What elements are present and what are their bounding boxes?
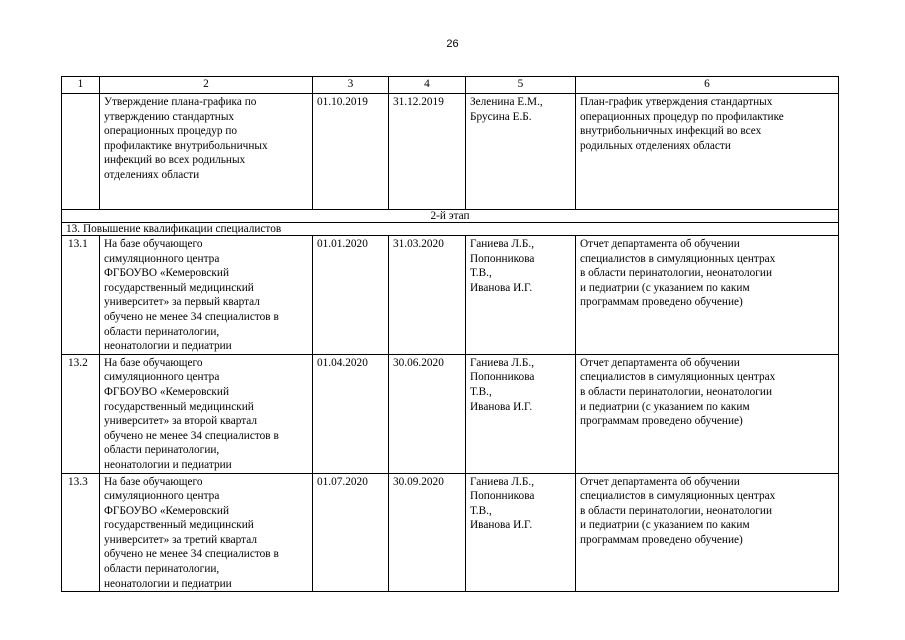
responsible-cell: Ганиева Л.Б., Попонникова Т.В., Иванова И.Г. bbox=[466, 473, 576, 592]
start-date-cell: 01.04.2020 bbox=[313, 354, 389, 473]
responsible-cell: Зеленина Е.М., Брусина Е.Б. bbox=[466, 94, 576, 210]
header-row bbox=[62, 77, 839, 94]
responsible-cell: Ганиева Л.Б., Попонникова Т.В., Иванова И.Г. bbox=[466, 354, 576, 473]
table-row bbox=[62, 236, 839, 355]
header-cell: 1 bbox=[62, 77, 100, 94]
plan-table bbox=[61, 76, 839, 592]
table-row bbox=[62, 473, 839, 592]
result-cell: План-график утверждения стандартных операционных процедур по профилактике внутрибольничных инфекций во всех родильных отделениях области bbox=[576, 94, 839, 210]
table-row bbox=[62, 94, 839, 210]
end-date-cell: 30.09.2020 bbox=[389, 473, 466, 592]
result-cell: Отчет департамента об обучении специалистов в симуляционных центрах в области перинатологии, неонатологии и педиатрии (с указанием по каким программам проведено обучение) bbox=[576, 473, 839, 592]
result-cell: Отчет департамента об обучении специалистов в симуляционных центрах в области перинатологии, неонатологии и педиатрии (с указанием по каким программам проведено обучение) bbox=[576, 236, 839, 355]
header-cell: 2 bbox=[100, 77, 313, 94]
start-date-cell: 01.07.2020 bbox=[313, 473, 389, 592]
section-label: 13. Повышение квалификации специалистов bbox=[62, 223, 839, 236]
page-number: 26 bbox=[446, 38, 459, 50]
row-number: 13.3 bbox=[62, 473, 100, 592]
table-row bbox=[62, 354, 839, 473]
stage-label: 2-й этап bbox=[62, 210, 839, 223]
result-cell: Отчет департамента об обучении специалистов в симуляционных центрах в области перинатологии, неонатологии и педиатрии (с указанием по каким программам проведено обучение) bbox=[576, 354, 839, 473]
header-cell: 6 bbox=[576, 77, 839, 94]
start-date-cell: 01.10.2019 bbox=[313, 94, 389, 210]
row-number: 13.2 bbox=[62, 354, 100, 473]
section-row bbox=[62, 223, 839, 236]
end-date-cell: 30.06.2020 bbox=[389, 354, 466, 473]
header-cell: 4 bbox=[389, 77, 466, 94]
task-cell: Утверждение плана-графика по утверждению стандартных операционных процедур по профилактике внутрибольничных инфекций во всех родильных отделениях области bbox=[100, 94, 313, 210]
start-date-cell: 01.01.2020 bbox=[313, 236, 389, 355]
task-cell: На базе обучающего симуляционного центра ФГБОУВО «Кемеровский государственный медицинский университет» за первый квартал обучено не менее 34 специалистов в области перинатологии, неонатологии и педиатрии bbox=[100, 236, 313, 355]
end-date-cell: 31.03.2020 bbox=[389, 236, 466, 355]
header-cell: 3 bbox=[313, 77, 389, 94]
task-cell: На базе обучающего симуляционного центра ФГБОУВО «Кемеровский государственный медицинский университет» за третий квартал обучено не менее 34 специалистов в области перинатологии, неонатологии и педиатрии bbox=[100, 473, 313, 592]
row-number bbox=[62, 94, 100, 210]
responsible-cell: Ганиева Л.Б., Попонникова Т.В., Иванова И.Г. bbox=[466, 236, 576, 355]
row-number: 13.1 bbox=[62, 236, 100, 355]
end-date-cell: 31.12.2019 bbox=[389, 94, 466, 210]
stage-row bbox=[62, 210, 839, 223]
header-cell: 5 bbox=[466, 77, 576, 94]
task-cell: На базе обучающего симуляционного центра ФГБОУВО «Кемеровский государственный медицинский университет» за второй квартал обучено не менее 34 специалистов в области перинатологии, неонатологии и педиатрии bbox=[100, 354, 313, 473]
